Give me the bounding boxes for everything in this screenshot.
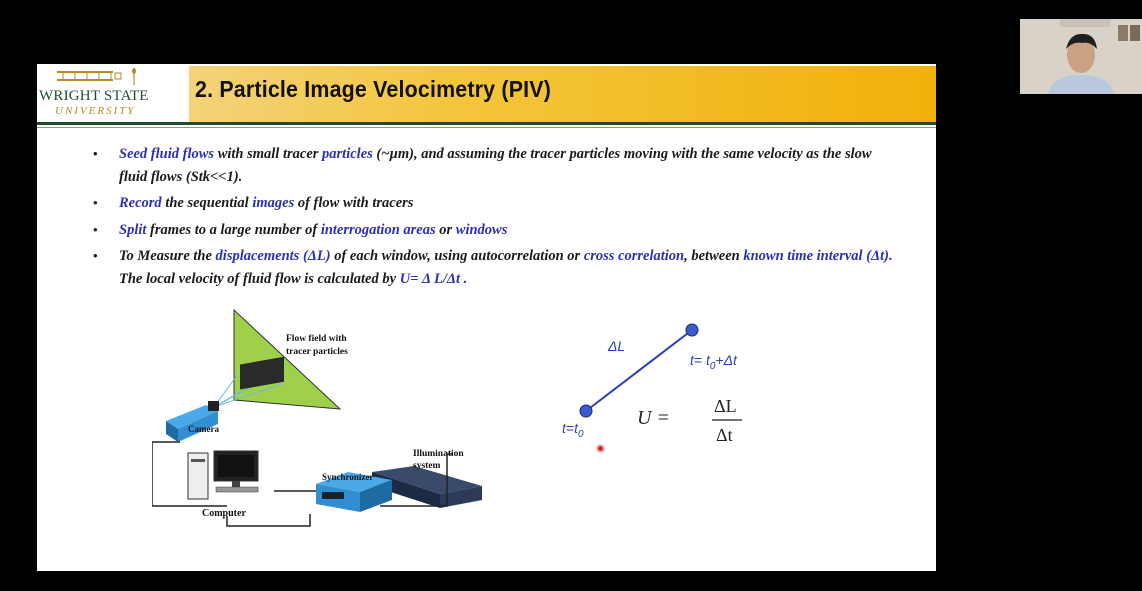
slide-title: 2. Particle Image Velocimetry (PIV): [195, 76, 552, 102]
header-rule: [37, 122, 936, 125]
bullet-text: or: [435, 221, 456, 238]
header-rule-thin: [37, 127, 936, 128]
wheat-icon: [129, 66, 139, 86]
delta-l-label: ΔL: [608, 338, 626, 354]
flow-field-label: tracer particles: [286, 347, 348, 357]
logo-line-2: UNIVERSITY: [55, 105, 136, 117]
bullet-text: the sequential: [161, 195, 253, 211]
wright-flyer-icon: [55, 68, 125, 86]
velocity-equation-numerator: ΔL: [714, 396, 737, 416]
bullet-dot: •: [93, 248, 98, 263]
logo-line-1: WRIGHT STATE: [39, 88, 149, 104]
highlighted-term: known time interval (Δt).: [743, 248, 893, 264]
bullet-item: [93, 192, 893, 215]
bullet-dot: •: [93, 221, 98, 237]
piv-setup-diagram-lower: [152, 414, 482, 544]
velocity-equation-denominator: Δt: [716, 425, 733, 445]
light-sheet: [234, 310, 340, 409]
presentation-slide: [37, 64, 936, 571]
presenter-icon: [1020, 19, 1142, 94]
bullet-text: of each window, using autocorrelation or: [330, 248, 584, 264]
highlighted-term: displacements (ΔL): [215, 248, 331, 264]
camera-label: Camera: [188, 424, 219, 434]
presenter-webcam-video[interactable]: [1020, 19, 1142, 94]
highlighted-term: interrogation areas: [320, 221, 436, 238]
illumination-label: system: [413, 461, 441, 471]
bullet-dot: •: [93, 195, 98, 210]
highlighted-term: U= Δ L/Δt .: [399, 270, 468, 287]
pointer-cursor: [596, 444, 605, 453]
bullet-text: of flow with tracers: [294, 195, 414, 211]
highlighted-term: images: [252, 195, 295, 211]
highlighted-term: windows: [455, 221, 508, 238]
bullet-dot: •: [93, 146, 98, 161]
synchronizer-label: Synchronizer: [322, 472, 374, 482]
highlighted-term: Seed fluid flows: [119, 146, 215, 162]
bullet-item: [93, 143, 893, 188]
bullet-item: [93, 219, 893, 242]
highlighted-term: Record: [119, 195, 162, 211]
cable: [274, 491, 317, 499]
illumination-label: Illumination: [413, 449, 464, 459]
end-point: [686, 324, 698, 336]
bullet-text: frames to a large number of: [146, 221, 321, 238]
flow-field-label: Flow field with: [286, 334, 347, 344]
bullet-list: [93, 143, 893, 294]
bullet-text: with small tracer: [214, 146, 323, 162]
velocity-equation-lhs: U =: [637, 407, 670, 429]
bullet-text: To Measure the: [119, 248, 216, 264]
bullet-text: (~µm), and assuming the tracer particles moving with the same velocity as the slow fluid flows (Stk<<1).: [119, 146, 872, 185]
start-point: [580, 405, 592, 417]
bullet-text: , between: [684, 248, 744, 264]
highlighted-term: Split: [119, 221, 147, 238]
wright-state-logo: [37, 64, 189, 122]
displacement-diagram: [552, 319, 772, 459]
end-time-label: $t= t_0+\Delta t$: [690, 352, 737, 372]
displacement-vector: [586, 330, 692, 411]
highlighted-term: cross correlation: [583, 248, 685, 264]
bullet-text: The local velocity of fluid flow is calculated by: [119, 270, 400, 287]
computer: [188, 451, 258, 499]
highlighted-term: particles: [322, 146, 373, 162]
start-time-label: $t=t_0$: [562, 420, 584, 440]
computer-label: Computer: [202, 508, 246, 519]
bullet-item: [93, 245, 893, 290]
